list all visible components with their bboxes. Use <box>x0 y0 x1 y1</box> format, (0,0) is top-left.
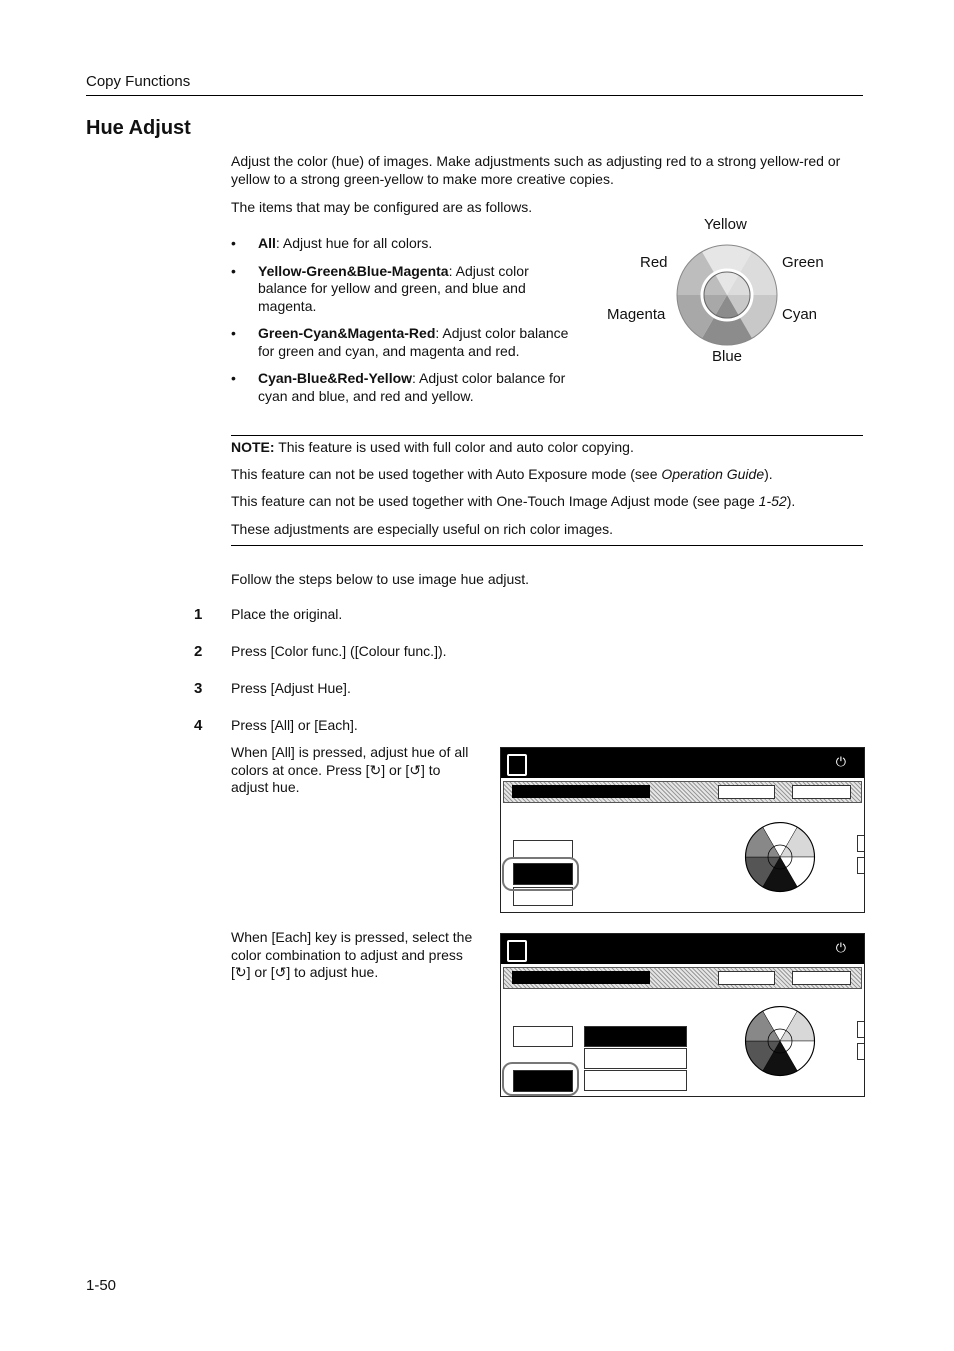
note-text: ). <box>786 493 796 509</box>
intro-line: Adjust the color (hue) of images. Make adjustments such as adjusting red to a strong yellow-red or <box>231 153 841 169</box>
hue-wheel-mini-icon <box>741 1002 819 1080</box>
wheel-label-blue: Blue <box>712 348 743 365</box>
note-top-rule <box>231 435 863 436</box>
document-icon <box>507 940 527 962</box>
list-item: • All: Adjust hue for all colors. <box>231 235 433 251</box>
note-line <box>231 439 634 457</box>
items-lead: The items that may be configured are as follows. <box>231 199 533 215</box>
note-line <box>231 493 795 511</box>
panel-close-button[interactable] <box>792 971 851 985</box>
all-button[interactable] <box>513 1026 573 1047</box>
option-desc: : Adjust color <box>448 262 529 279</box>
option-desc: cyan and blue, and red and yellow. <box>258 387 474 404</box>
panel-status-strip <box>503 967 862 989</box>
step-number: 2 <box>194 643 203 660</box>
panel-shortcut-button[interactable] <box>718 785 775 799</box>
hue-wheel-icon <box>675 243 779 347</box>
power-icon: ⏻ <box>835 940 846 955</box>
combination-option-1[interactable] <box>584 1026 687 1047</box>
step-number: 1 <box>194 606 203 623</box>
panel-title-field <box>512 785 650 798</box>
panel-titlebar <box>501 748 864 778</box>
rotate-ccw-icon: ↺ <box>274 964 287 980</box>
rotate-ccw-button[interactable] <box>857 857 864 874</box>
option-list <box>231 235 586 415</box>
note-text: This feature can not be used together with Auto Exposure mode (see <box>231 466 662 482</box>
color-wheel-figure <box>600 210 840 370</box>
list-item: • Green-Cyan&Magenta-Red: Adjust color balance for green and cyan, and magenta and red. <box>231 325 569 359</box>
step-text: Press [Adjust Hue]. <box>231 680 351 696</box>
text-line: adjust hue. <box>231 779 300 795</box>
wheel-sectors <box>677 245 777 345</box>
text-line: When [All] is pressed, adjust hue of all <box>231 744 469 760</box>
running-header: Copy Functions <box>86 73 191 90</box>
selection-highlight <box>502 1062 579 1096</box>
option-term: Green-Cyan&Magenta-Red <box>258 325 436 341</box>
rotate-cw-button[interactable] <box>857 1021 864 1038</box>
header-rule <box>86 95 863 96</box>
option-term: All <box>258 235 276 251</box>
rotate-ccw-button[interactable] <box>857 1043 864 1060</box>
note-bottom-rule <box>231 545 863 546</box>
option-desc: : Adjust color balance <box>435 325 569 341</box>
step4-each-text <box>231 929 491 982</box>
selection-highlight <box>502 857 579 891</box>
intro-line: yellow to a strong green-yellow to make more creative copies. <box>231 170 614 187</box>
hue-wheel-mini-icon <box>741 818 819 896</box>
option-term: Yellow-Green&Blue-Magenta <box>258 262 449 279</box>
steps-lead: Follow the steps below to use image hue adjust. <box>231 571 530 587</box>
note-text: This feature is used with full color and auto color copying. <box>274 439 634 455</box>
page-title: Hue Adjust <box>86 117 191 139</box>
note-line: These adjustments are especially useful on rich color images. <box>231 521 614 537</box>
rotate-cw-icon: ↻ <box>369 761 382 778</box>
note-text: This feature can not be used together with One-Touch Image Adjust mode (see page <box>231 493 759 509</box>
text-line: color combination to adjust and press <box>231 946 463 963</box>
wheel-label-red: Red <box>640 254 668 271</box>
intro-paragraph <box>231 153 840 188</box>
power-icon: ⏻ <box>835 754 846 769</box>
panel-status-strip <box>503 781 862 803</box>
text-line: When [Each] key is pressed, select the <box>231 929 473 945</box>
combination-option-3[interactable] <box>584 1070 687 1091</box>
rotate-cw-icon: ↻ <box>234 964 247 980</box>
wheel-label-cyan: Cyan <box>782 306 818 323</box>
step-text: Place the original. <box>231 606 343 622</box>
option-desc: magenta. <box>258 297 317 314</box>
option-desc: : Adjust color balance for <box>412 370 566 386</box>
option-desc: for green and cyan, and magenta and red. <box>258 342 520 359</box>
text-line: [↻] or [↺] to adjust hue. <box>231 964 379 980</box>
step-number: 4 <box>194 717 203 734</box>
step4-all-text <box>231 744 491 797</box>
panel-title-field <box>512 971 650 984</box>
note-line <box>231 466 773 484</box>
wheel-label-green: Green <box>782 254 824 271</box>
text-line: colors at once. Press [↻] or [↺] to <box>231 761 441 778</box>
step-number: 3 <box>194 680 203 697</box>
note-text: ). <box>764 466 773 482</box>
combination-option-2[interactable] <box>584 1048 687 1069</box>
panel-screenshot-all <box>500 747 865 913</box>
note-label: NOTE: <box>231 439 275 455</box>
option-desc: balance for yellow and green, and blue and <box>258 280 526 296</box>
rotate-cw-button[interactable] <box>857 835 864 852</box>
wheel-label-magenta: Magenta <box>607 306 666 323</box>
panel-shortcut-button[interactable] <box>718 971 775 985</box>
option-term: Cyan-Blue&Red-Yellow <box>258 370 413 386</box>
step-text: Press [Color func.] ([Colour func.]). <box>231 643 447 659</box>
note-emphasis: Operation Guide <box>661 466 765 482</box>
option-desc: : Adjust hue for all colors. <box>275 235 433 251</box>
panel-close-button[interactable] <box>792 785 851 799</box>
rotate-ccw-icon: ↺ <box>409 761 421 778</box>
list-item: • Cyan-Blue&Red-Yellow: Adjust color balance for cyan and blue, and red and yellow. <box>231 370 566 404</box>
document-icon <box>507 754 527 776</box>
panel-screenshot-each <box>500 933 865 1097</box>
page-reference-link[interactable]: 1-52 <box>758 493 787 509</box>
panel-titlebar <box>501 934 864 964</box>
step-text: Press [All] or [Each]. <box>231 717 358 733</box>
page-number: 1-50 <box>86 1277 117 1294</box>
wheel-label-yellow: Yellow <box>704 216 747 233</box>
list-item: • Yellow-Green&Blue-Magenta: Adjust color balance for yellow and green, and blue and magenta. <box>231 262 529 314</box>
